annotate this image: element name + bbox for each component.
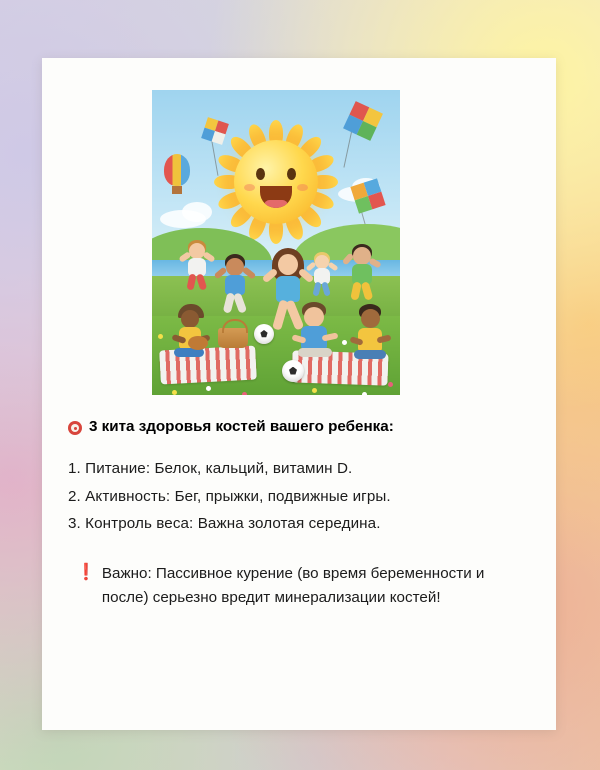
page-title: 3 кита здоровья костей вашего ребенка: [89,418,394,435]
heading-row [68,418,534,435]
flower [206,386,211,391]
child-jumping [178,240,218,300]
child-sitting [350,306,396,370]
child-sitting-with-guitar [170,306,218,368]
cloud [182,202,212,222]
child-flying-kite [342,244,382,304]
flower [362,392,367,395]
list-item: 3. Контроль веса: Важна золотая середина. [68,515,381,533]
flower [342,340,347,345]
flower [312,388,317,393]
list-item: 1. Питание: Белок, кальций, витамин D. [68,460,353,477]
flower [158,334,163,339]
warning-note-text: Важно: Пассивное курение (во время беременности и после) серьезно вредит минерализации костей! [101,564,485,606]
warning-note [68,562,534,611]
target-icon [68,421,82,435]
exclamation-mark-icon: ❗ [76,563,96,581]
article-text [68,418,534,610]
soccer-ball [254,324,274,344]
soccer-ball [282,360,304,382]
picnic-basket [218,328,248,348]
child-sitting [292,304,344,368]
children-playing-outdoors-illustration [152,90,400,395]
flower [242,392,247,395]
bone-health-list [68,457,534,536]
hot-air-balloon [164,154,190,186]
list-item: 2. Активность: Бег, прыжки, подвижные игры. [68,487,391,505]
flower [172,390,177,395]
child-jumping [214,254,258,324]
content-card [42,58,556,730]
flower [388,382,393,387]
sun-face [234,140,318,224]
smiling-sun [214,120,338,244]
child-running [306,252,340,306]
